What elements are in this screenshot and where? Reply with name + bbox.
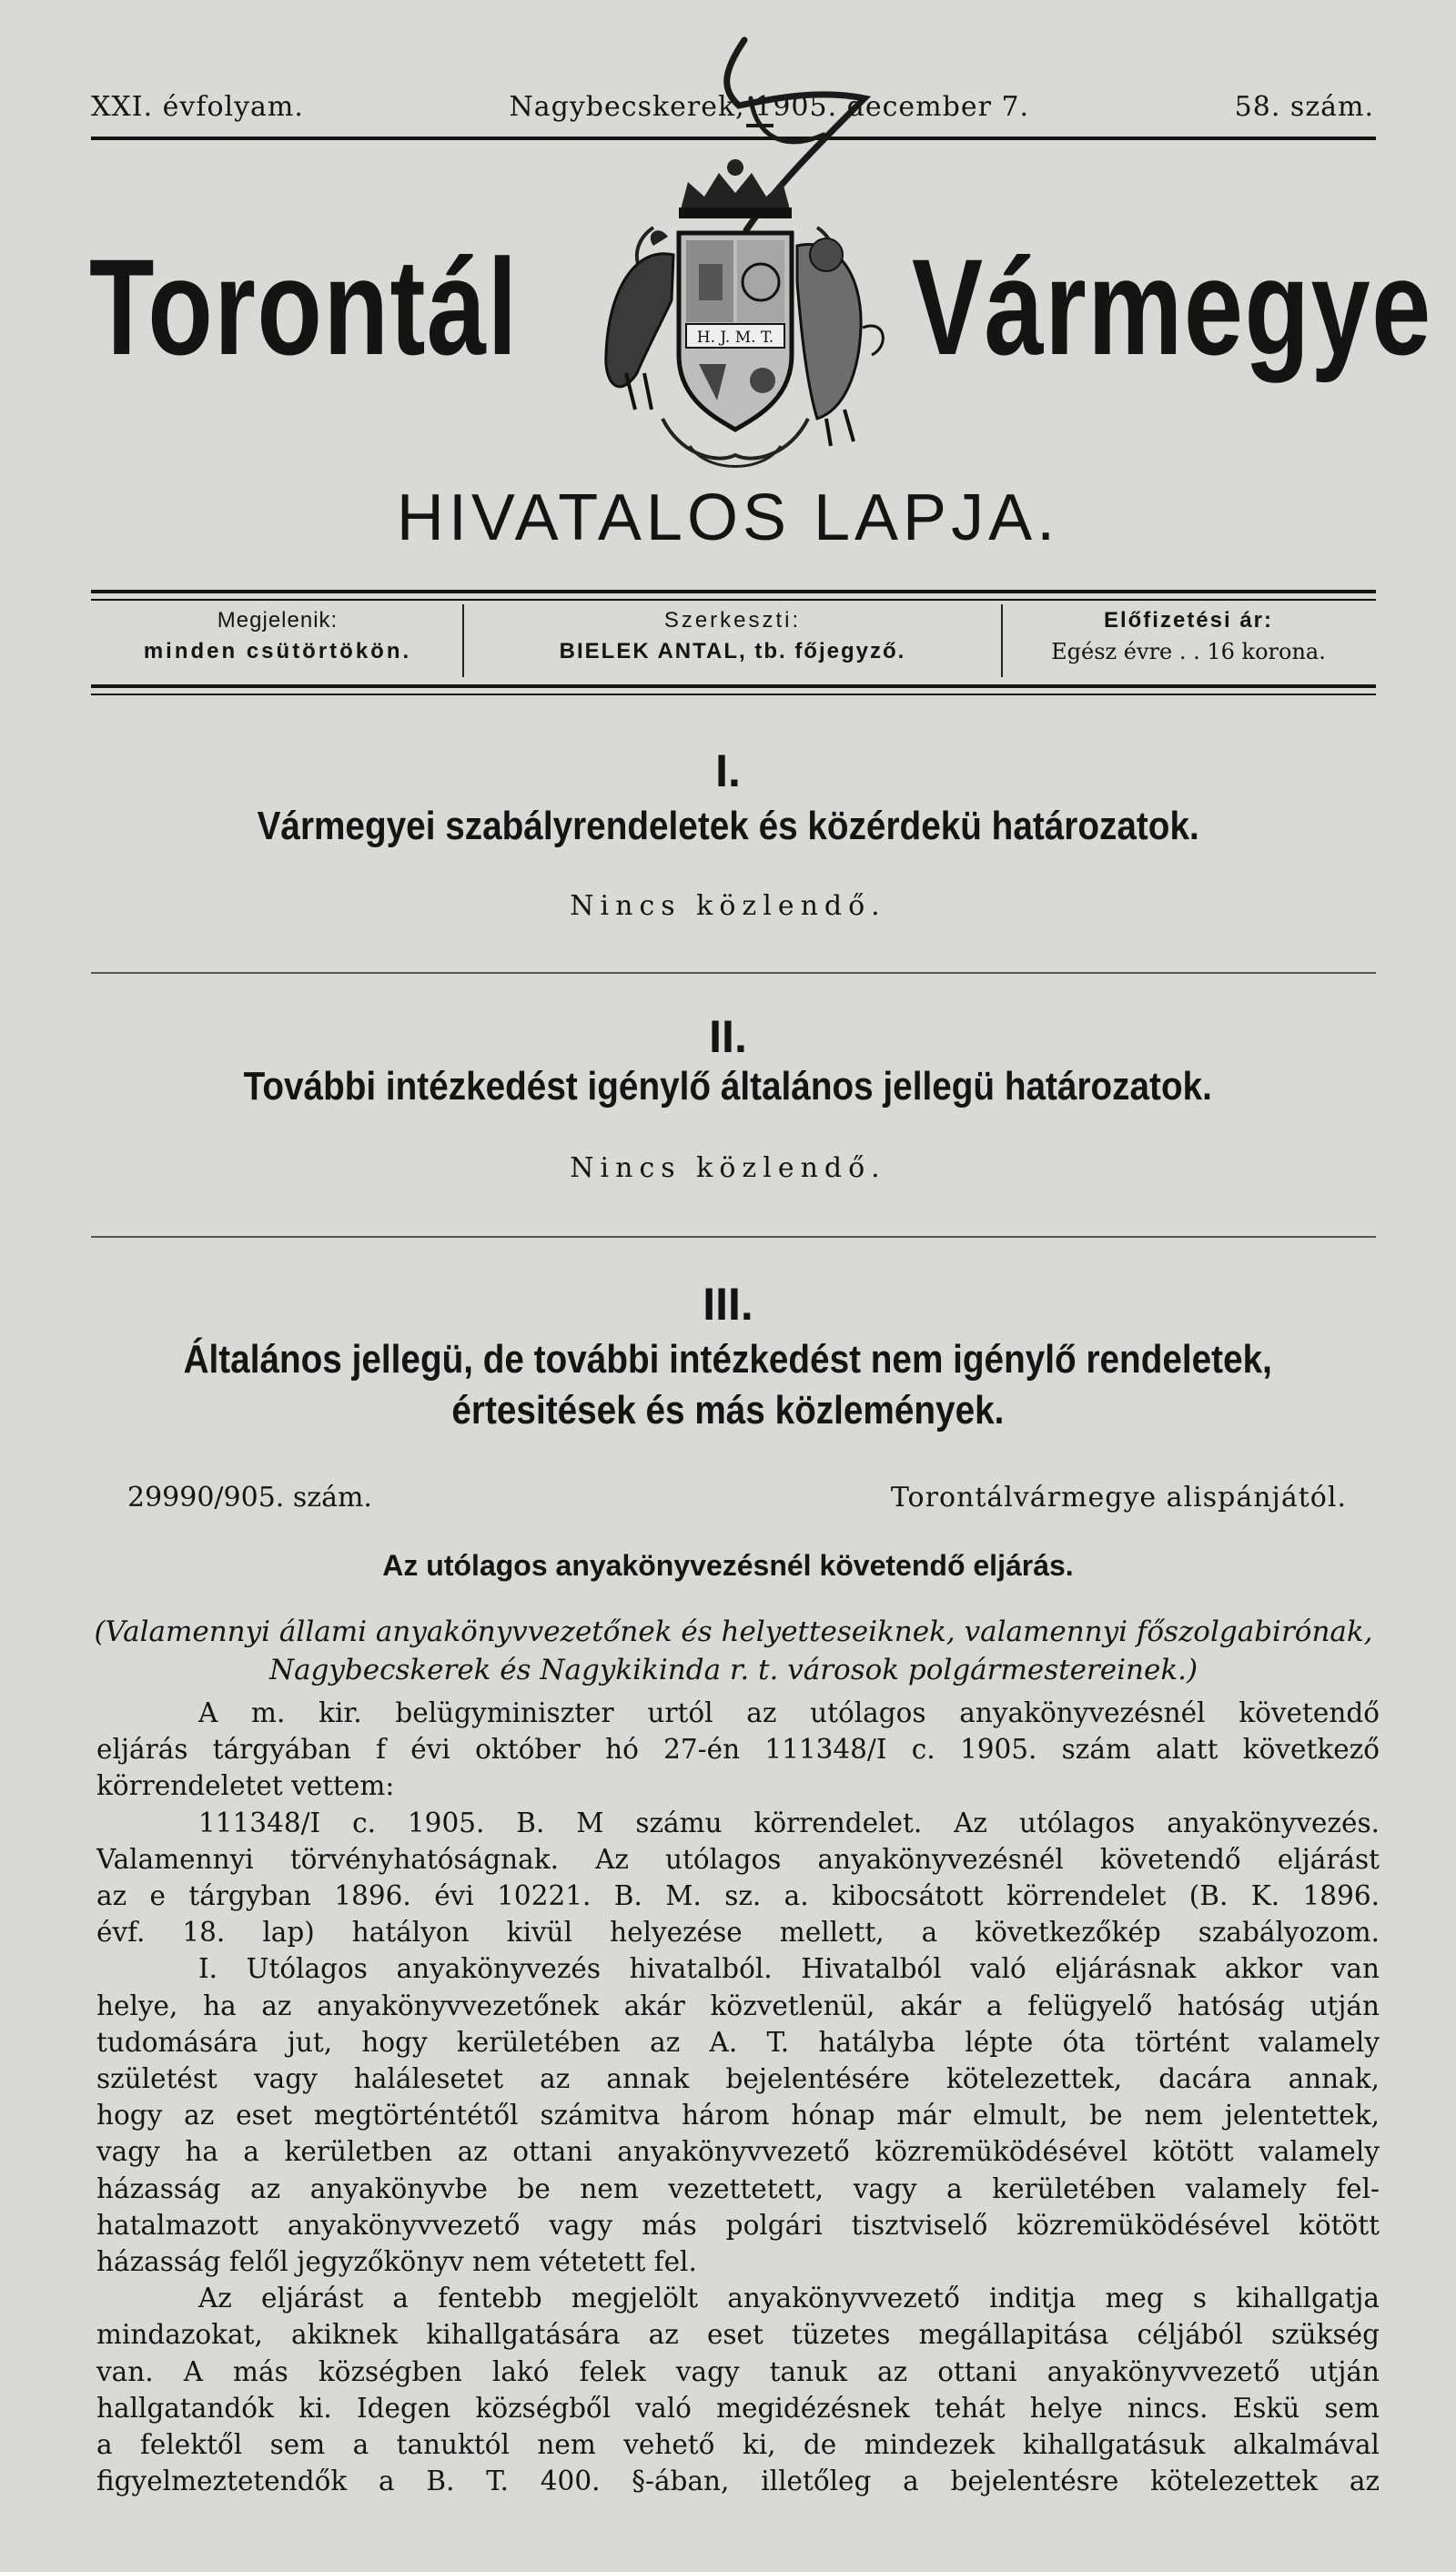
article-source: Torontálvármegye alispánjától. [890,1482,1347,1514]
schedule-value: minden csütörtökön. [143,639,412,663]
article-number: 29990/905. szám. [127,1482,372,1514]
place-date: Nagybecskerek, 1905. december 7. [509,91,1030,123]
info-separator [1001,604,1003,677]
body-line: mindazokat, akiknek kihallgatására az eset tüzetes megállapitása céljából szükség [96,2319,1380,2351]
body-line: házasság az anyakönyvbe be nem vezettetett, vagy a kerületében valamely fel- [96,2172,1380,2204]
editor-value: BIELEK ANTAL, tb. főjegyző. [559,639,906,663]
body-line: a felektől sem a tanuktól nem vehető ki, de mindezek kihallgatásuk alkalmával [96,2429,1380,2461]
body-line: vagy ha a kerületben az ottani anyakönyvvezető közremüködésével kötött valamely [96,2136,1380,2168]
section-3-title-text-2: értesitések és más közlemények. [451,1388,1005,1433]
coat-of-arms-icon [571,146,899,482]
body-line: házasság felől jegyzőkönyv nem vétetett fel. [96,2246,697,2278]
schedule-label: Megjelenik: [217,608,339,633]
volume: XXI. évfolyam. [91,91,304,123]
section-2-number: II. [709,1011,747,1062]
price-label: Előfizetési ár: [1103,608,1274,633]
section-1-number: I. [715,745,741,796]
body-line: van. A más községben lakó felek vagy tanuk az ottani anyakönyvvezető utján [96,2355,1380,2387]
issue-number: 58. szám. [1234,91,1374,123]
body-line: születést vagy halálesetet az annak bejelentésére kötelezettek, dacára annak, [96,2063,1380,2095]
recipients-line: Nagybecskerek és Nagykikinda r. t. városok polgármestereinek.) [268,1654,1198,1686]
body-line: hallgatandók ki. Idegen községből való megidézésnek tehát helye nincs. Eskü sem [96,2392,1380,2424]
body-line: 111348/I c. 1905. B. M számu körrendelet. Az utólagos anyakönyvezés. [198,1807,1380,1838]
article-reference-line [127,1482,1347,1514]
section-2-title-text: További intézkedést igénylő általános jellegü határozatok. [243,1064,1213,1109]
section-3-title-text-1: Általános jellegü, de további intézkedést nem igénylő rendeletek, [183,1337,1273,1382]
section-3-title-line2 [0,1385,1456,1436]
body-line: eljárás tárgyában f évi október hó 27-én 111348/I c. 1905. szám alatt következő [96,1734,1380,1766]
info-bar [91,608,1376,681]
section-3-title-line1 [0,1334,1456,1385]
body-line: Az eljárást a fentebb megjelölt anyakönyvvezető inditja meg s kihallgatja [198,2283,1380,2314]
info-bottom-rule [91,684,1376,695]
article-recipients [91,1613,1376,1689]
crest-lettering: H. J. M. T. [696,329,774,347]
publication-schedule [91,608,464,681]
section-2-title [0,1061,1456,1112]
editor-label: Szerkeszti: [663,608,802,633]
body-line: hatalmazott anyakönyvvezető vagy más polgári tisztviselő közremüködésével kötött [96,2209,1380,2241]
info-top-rule [91,590,1376,601]
body-line: az e tárgyban 1896. évi 10221. B. M. sz. a. kibocsátott körrendelet (B. K. 1896. [96,1880,1380,1912]
body-line: hogy az eset megtörténtétől számitva három hónap már elmult, be nem jelentettek, [96,2100,1380,2132]
body-line: A m. kir. belügyminiszter urtól az utólagos anyakönyvezésnél követendő [198,1697,1380,1728]
masthead-subtitle: HIVATALOS LAPJA. [396,481,1060,554]
body-line: körrendeletet vettem: [96,1770,395,1802]
masthead-right-word: Vármegye [912,230,1432,383]
section-1-title [0,801,1456,852]
article-heading: Az utólagos anyakönyvezésnél követendő eljárás. [382,1549,1074,1582]
subscription-price [1001,608,1376,681]
body-line: I. Utólagos anyakönyvezés hivatalból. Hivatalból való eljárásnak akkor van [198,1953,1380,1985]
body-line: helye, ha az anyakönyvvezetőnek akár közvetlenül, akár a felügyelő hatóság utján [96,1990,1380,2021]
body-line: figyelmeztetendők a B. T. 400. §-ában, illetőleg a bejelentésre kötelezettek az [96,2466,1380,2497]
section-1-note: Nincs közlendő. [570,890,886,922]
section-1-title-text: Vármegyei szabályrendeletek és közérdekü határozatok. [257,804,1199,848]
editor-info [464,608,1001,681]
price-value: Egész évre . . 16 korona. [1051,639,1326,664]
section-2-note: Nincs közlendő. [570,1152,886,1184]
masthead-left-word: Torontál [89,230,519,383]
body-line: Valamennyi törvényhatóságnak. Az utólagos anyakönyvezésnél követendő eljárást [96,1843,1380,1875]
section-divider [91,1236,1376,1238]
info-separator [462,604,464,677]
article-body [96,1695,1380,2499]
section-3-number: III. [703,1279,753,1330]
body-line: évf. 18. lap) hatályon kivül helyezése mellett, a következőkép szabályozom. [96,1917,1380,1949]
body-line: tudomására jut, hogy kerületében az A. T. hatályba lépte óta történt valamely [96,2026,1380,2058]
recipients-line: (Valamennyi állami anyakönyvvezetőnek és helyetteseiknek, valamennyi főszolgabirónak, [94,1615,1373,1648]
section-divider [91,972,1376,974]
